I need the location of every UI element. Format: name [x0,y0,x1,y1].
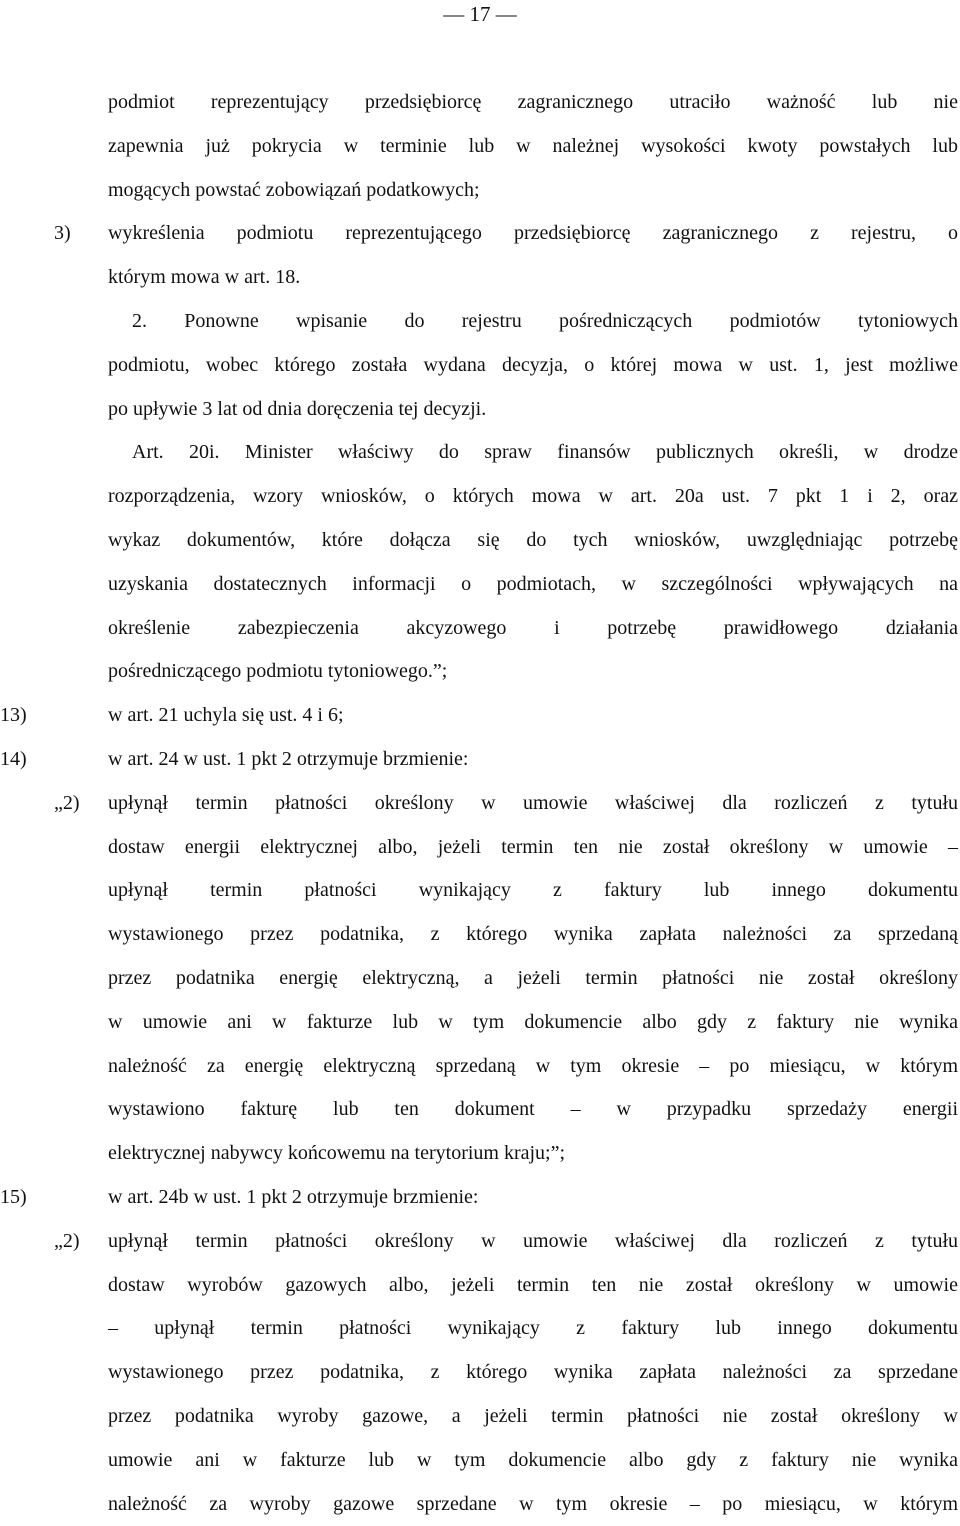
text-line: Art. 20i. Minister właściwy do spraw finansów publicznych określi, w drodze [108,431,958,475]
text-line: mogących powstać zobowiązań podatkowych; [108,169,958,213]
item-label: „2) [54,782,80,826]
text-line: rozporządzenia, wzory wniosków, o których mowa w art. 20a ust. 7 pkt 1 i 2, oraz [108,475,958,519]
text-line: wystawiono fakturę lub ten dokument – w przypadku sprzedaży energii [108,1088,958,1132]
text-line: w art. 24 w ust. 1 pkt 2 otrzymuje brzmienie: [108,738,958,782]
text-line: po upływie 3 lat od dnia doręczenia tej decyzji. [108,388,958,432]
text-line: należność za energię elektryczną sprzedaną w tym okresie – po miesiącu, w którym [108,1045,958,1089]
list-item-15 [0,1176,958,1220]
text-line: upłynął termin płatności określony w umowie właściwej dla rozliczeń z tytułu [108,1220,958,1264]
text-line: należność za wyroby gazowe sprzedane w tym okresie – po miesiącu, w którym [108,1483,958,1526]
list-item-3 [0,212,958,300]
text-line: zapewnia już pokrycia w terminie lub w należnej wysokości kwoty powstałych lub [108,125,958,169]
text-line: określenie zabezpieczenia akcyzowego i potrzebę prawidłowego działania [108,607,958,651]
item-label: „2) [54,1220,80,1264]
text-line: upłynął termin płatności określony w umowie właściwej dla rozliczeń z tytułu [108,782,958,826]
text-line: pośredniczącego podmiotu tytoniowego.”; [108,650,958,694]
list-item-14 [0,738,958,782]
text-line: w art. 24b w ust. 1 pkt 2 otrzymuje brzmienie: [108,1176,958,1220]
text-line: w art. 21 uchyla się ust. 4 i 6; [108,694,958,738]
section-2-paragraph [0,300,958,431]
list-item-13 [0,694,958,738]
text-line: – upłynął termin płatności wynikający z faktury lub innego dokumentu [108,1307,958,1351]
document-body [0,81,960,1526]
text-line: uzyskania dostatecznych informacji o podmiotach, w szczególności wpływających na [108,563,958,607]
text-line: wykaz dokumentów, które dołącza się do tych wniosków, uwzględniając potrzebę [108,519,958,563]
article-20i-paragraph [0,431,958,694]
text-line: podmiot reprezentujący przedsiębiorcę zagranicznego utraciło ważność lub nie [108,81,958,125]
item-label: 13) [0,694,27,738]
quoted-provision-15 [0,1220,958,1526]
text-line: którym mowa w art. 18. [108,256,958,300]
text-line: upłynął termin płatności wynikający z faktury lub innego dokumentu [108,869,958,913]
quoted-provision-14 [0,782,958,1176]
text-line: dostaw wyrobów gazowych albo, jeżeli termin ten nie został określony w umowie [108,1264,958,1308]
continuation-paragraph [0,81,958,212]
text-line: przez podatnika energię elektryczną, a jeżeli termin płatności nie został określony [108,957,958,1001]
item-label: 14) [0,738,27,782]
text-line: wystawionego przez podatnika, z którego wynika zapłata należności za sprzedaną [108,913,958,957]
page-number: — 17 — [0,2,960,26]
text-line: w umowie ani w fakturze lub w tym dokumencie albo gdy z faktury nie wynika [108,1001,958,1045]
text-line: przez podatnika wyroby gazowe, a jeżeli termin płatności nie został określony w [108,1395,958,1439]
text-line: dostaw energii elektrycznej albo, jeżeli termin ten nie został określony w umowie – [108,826,958,870]
text-line: elektrycznej nabywcy końcowemu na terytorium kraju;”; [108,1132,958,1176]
text-line: podmiotu, wobec którego została wydana decyzja, o której mowa w ust. 1, jest możliwe [108,344,958,388]
text-line: wystawionego przez podatnika, z którego wynika zapłata należności za sprzedane [108,1351,958,1395]
text-line: 2. Ponowne wpisanie do rejestru pośredniczących podmiotów tytoniowych [108,300,958,344]
text-line: umowie ani w fakturze lub w tym dokumencie albo gdy z faktury nie wynika [108,1439,958,1483]
item-label: 3) [54,212,71,256]
item-label: 15) [0,1176,27,1220]
text-line: wykreślenia podmiotu reprezentującego przedsiębiorcę zagranicznego z rejestru, o [108,212,958,256]
